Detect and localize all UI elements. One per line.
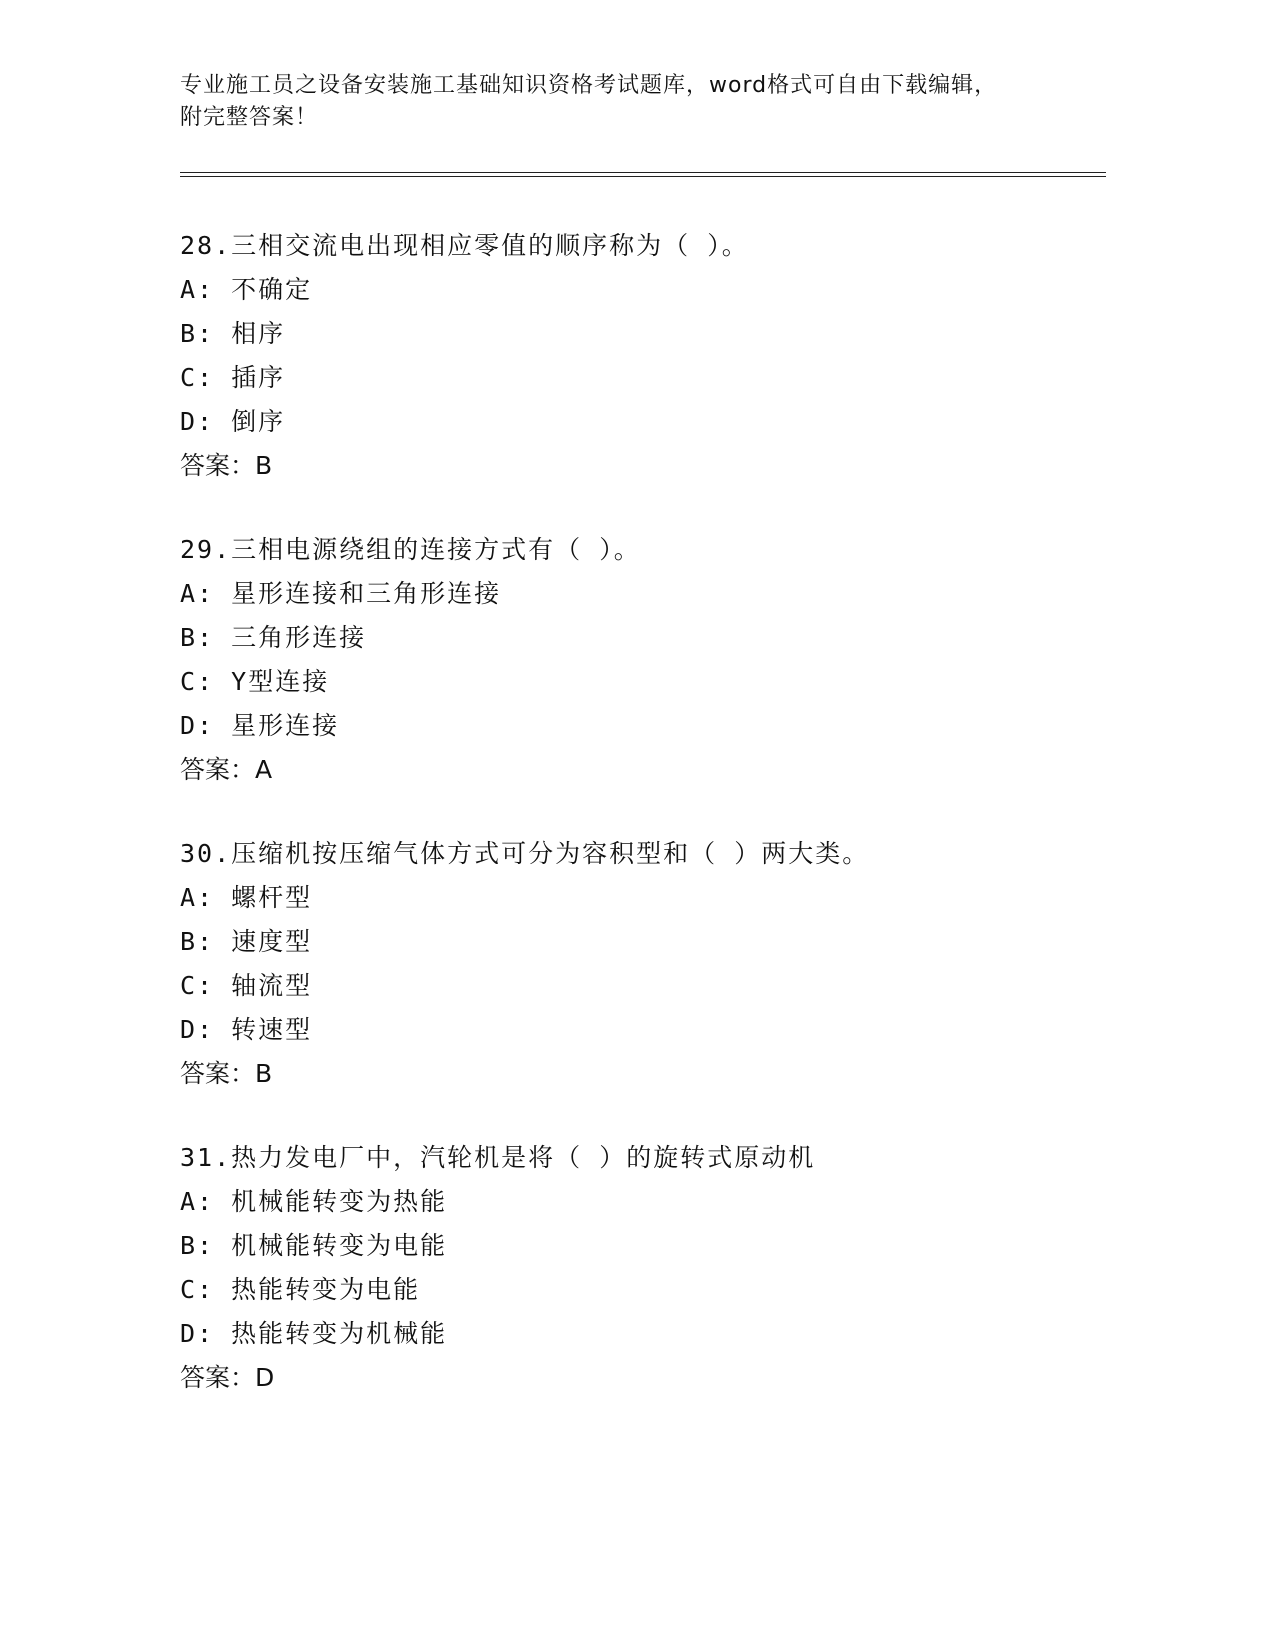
question-28 — [180, 224, 1100, 488]
question-number: 30. — [180, 839, 232, 868]
option-a: A: 机械能转变为热能 — [180, 1187, 448, 1216]
option-c: C: 插序 — [180, 363, 286, 392]
answer: 答案：A — [180, 755, 273, 784]
question-title — [180, 832, 1100, 876]
header-divider-top — [180, 172, 1106, 173]
question-title — [180, 224, 1100, 268]
header-line-1: 专业施工员之设备安装施工基础知识资格考试题库，word格式可自由下载编辑， — [180, 73, 998, 98]
question-31 — [180, 1136, 1100, 1400]
question-text: 三相电源绕组的连接方式有（ ）。 — [231, 535, 641, 564]
option-c: C: 轴流型 — [180, 971, 313, 1000]
answer: 答案：B — [180, 451, 273, 480]
option-b: B: 机械能转变为电能 — [180, 1231, 448, 1260]
option-b: B: 速度型 — [180, 927, 313, 956]
option-c: C: Y型连接 — [180, 667, 330, 696]
question-30 — [180, 832, 1100, 1096]
answer: 答案：B — [180, 1059, 273, 1088]
option-d: D: 热能转变为机械能 — [180, 1319, 448, 1348]
option-a: A: 不确定 — [180, 275, 313, 304]
question-list — [180, 224, 1100, 1440]
option-b: B: 相序 — [180, 319, 286, 348]
question-text: 压缩机按压缩气体方式可分为容积型和（ ）两大类。 — [231, 839, 870, 868]
document-header — [180, 70, 1080, 134]
question-title — [180, 528, 1100, 572]
option-b: B: 三角形连接 — [180, 623, 367, 652]
question-number: 31. — [180, 1143, 232, 1172]
option-d: D: 倒序 — [180, 407, 286, 436]
option-c: C: 热能转变为电能 — [180, 1275, 421, 1304]
option-d: D: 转速型 — [180, 1015, 313, 1044]
option-d: D: 星形连接 — [180, 711, 340, 740]
question-text: 三相交流电出现相应零值的顺序称为（ ）。 — [231, 231, 749, 260]
question-title — [180, 1136, 1100, 1180]
question-text: 热力发电厂中，汽轮机是将（ ）的旋转式原动机 — [231, 1143, 816, 1172]
question-number: 28. — [180, 231, 232, 260]
header-line-2: 附完整答案！ — [180, 105, 319, 130]
question-29 — [180, 528, 1100, 792]
answer: 答案：D — [180, 1363, 275, 1392]
option-a: A: 螺杆型 — [180, 883, 313, 912]
option-a: A: 星形连接和三角形连接 — [180, 579, 502, 608]
question-number: 29. — [180, 535, 232, 564]
header-divider-bottom — [180, 176, 1106, 177]
